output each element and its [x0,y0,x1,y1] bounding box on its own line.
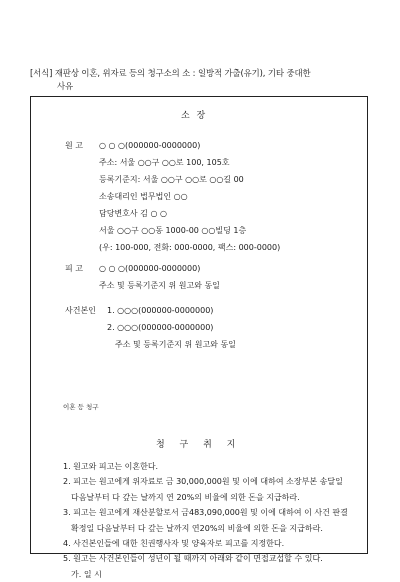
plaintiff-name: ○ ○ ○(000000-0000000) [99,141,201,150]
principals-label: 사건본인 [65,306,96,315]
claim-item-continued: 확정일 다음날부터 다 갚는 날까지 연20%의 비율에 의한 돈을 지급하라. [71,523,323,533]
claim-item: 4. 사건본인들에 대한 친권행사자 및 양육자로 피고를 지정한다. [63,539,285,549]
claim-list [63,459,363,582]
plaintiff-label: 원 고 [65,141,83,150]
defendant-address: 주소 및 등록기준지 위 원고와 동일 [99,281,220,290]
claim-item: 3. 피고는 원고에게 재산분할로서 금483,090,000원 및 이에 대하여 이 사건 판결 [63,508,348,518]
plaintiff-office: 서울 ○○구 ○○동 1000-00 ○○빌딩 1층 [99,226,247,235]
claim-item: 5. 원고는 사건본인들이 성년이 될 때까지 아래와 같이 면접교섭할 수 있다. [63,554,323,564]
heading-line1: 재판상 이혼, 위자료 등의 청구소의 소 : 일방적 가출(유기), 기타 중대한 [54,68,311,78]
plaintiff-contact: (우: 100-000, 전화: 000-0000, 팩스: 000-0000) [99,243,281,252]
defendant-label: 피 고 [65,264,83,273]
heading-line2: 사유 [57,80,73,91]
defendant-name: ○ ○ ○(000000-0000000) [99,264,201,273]
principal-item-2: 2. ○○○(000000-0000000) [107,323,214,332]
principal-item-1: 1. ○○○(000000-0000000) [107,306,214,315]
case-name: 이혼 등 청구 [63,403,99,411]
document-heading [30,67,370,92]
plaintiff-address: 주소: 서울 ○○구 ○○로 100, 105호 [99,158,230,167]
heading-tag: [서식] [30,68,53,78]
document-title: 소 장 [181,111,208,121]
claim-item: 1. 원고와 피고는 이혼한다. [63,462,159,471]
claim-item-continued: 다음날부터 다 갚는 날까지 연 20%의 비율에 의한 돈을 지급하라. [71,492,300,502]
plaintiff-registry: 등록기준지: 서울 ○○구 ○○로 ○○길 00 [99,175,244,184]
claim-item: 2. 피고는 원고에게 위자료로 금 30,000,000원 및 이에 대하여 소장부본 송달일 [63,477,343,487]
principals-address: 주소 및 등록기준지 위 원고와 동일 [115,340,236,349]
plaintiff-agent: 소송대리인 법무법인 ○○ [99,192,188,201]
claim-title: 청 구 취 지 [156,440,242,450]
complaint-frame [30,96,368,579]
claim-subitem: 가. 일 시 [71,569,102,579]
plaintiff-lawyer: 담당변호사 김 ○ ○ [99,209,167,218]
